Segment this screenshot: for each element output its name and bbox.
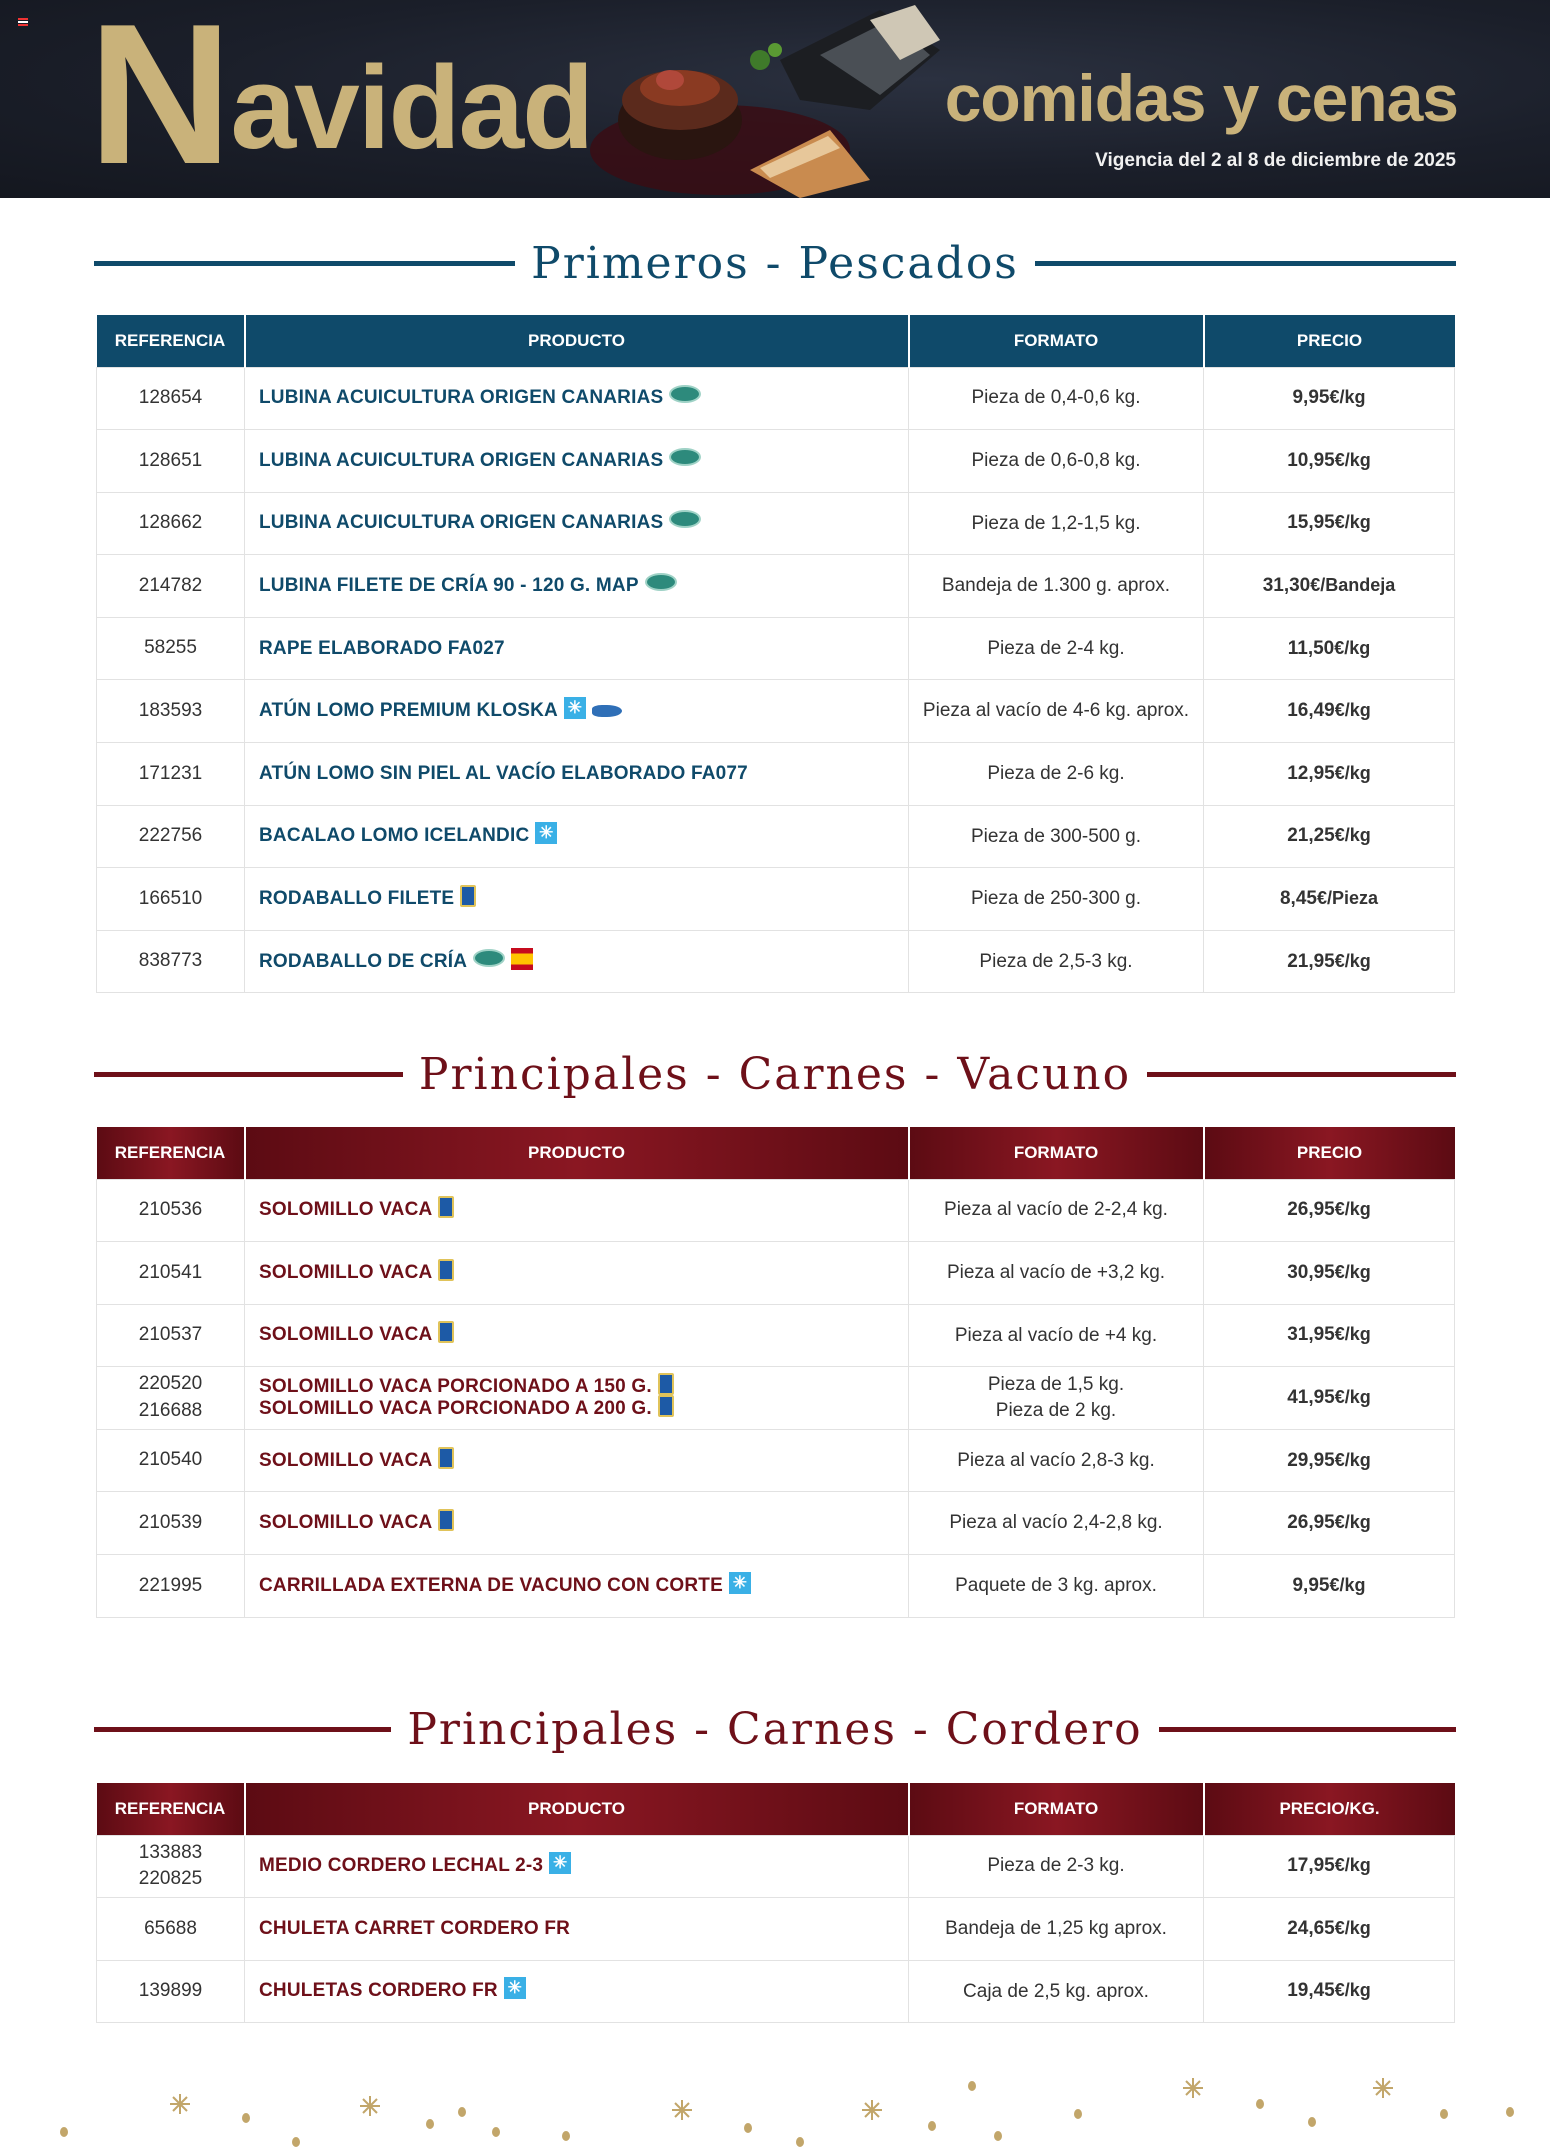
reference-cell (97, 1555, 245, 1618)
product-cell (245, 1304, 909, 1367)
reference-number: 65688 (144, 1917, 197, 1939)
reference-number: 128654 (138, 387, 203, 408)
format-cell (909, 1555, 1204, 1618)
table-row (97, 1429, 1455, 1492)
product-cell (245, 1429, 909, 1492)
format-text: Pieza de 250-300 g. (970, 888, 1142, 910)
price-unit: €/kg (1334, 1387, 1371, 1408)
product-cell (245, 1960, 909, 2023)
price-cell (1204, 1179, 1455, 1242)
format-cell (909, 1304, 1204, 1367)
product-cell (245, 930, 909, 993)
product-name: SOLOMILLO VACA (259, 1324, 433, 1346)
reference-number: 183593 (138, 699, 203, 721)
flag-icon (18, 18, 28, 26)
price-unit: €/kg (1334, 950, 1371, 971)
product-name: SOLOMILLO VACA PORCIONADO A 200 G. (259, 1398, 652, 1420)
table-row (97, 1898, 1455, 1961)
chef-icon (438, 1321, 454, 1343)
price-value: 19,45 (1287, 1980, 1335, 2002)
price-value: 21,95 (1287, 950, 1335, 972)
price-cell (1204, 430, 1455, 493)
format-cell (909, 930, 1204, 993)
format-cell (909, 868, 1204, 931)
reference-number: 210541 (138, 1261, 203, 1283)
format-cell (909, 492, 1204, 555)
product-name: SOLOMILLO VACA (259, 1449, 433, 1471)
price-unit: €/kg (1329, 1574, 1366, 1595)
format-cell (909, 1429, 1204, 1492)
product-name: MEDIO CORDERO LECHAL 2-3 (259, 1855, 544, 1877)
product-cell (245, 1242, 909, 1305)
product-name: CHULETA CARRET CORDERO FR (259, 1917, 571, 1939)
product-name: SOLOMILLO VACA (259, 1199, 433, 1221)
column-header-price: PRECIO (1204, 315, 1455, 367)
column-header-product: PRODUCTO (245, 1127, 909, 1179)
product-cell (245, 617, 909, 680)
reference-cell (97, 1179, 245, 1242)
reference-number: 58255 (144, 637, 197, 659)
product-name: SOLOMILLO VACA (259, 1512, 433, 1534)
format-cell (909, 1367, 1204, 1430)
product-cell (245, 868, 909, 931)
validity-text: Vigencia del 2 al 8 de diciembre de 2025 (1095, 150, 1456, 171)
reference-cell (97, 868, 245, 931)
chef-icon (658, 1373, 674, 1395)
price-value: 26,95 (1287, 1512, 1335, 1534)
column-header-product: PRODUCTO (245, 315, 909, 367)
reference-number: 221995 (138, 1574, 203, 1596)
fish-icon (592, 705, 622, 717)
divider (94, 1727, 391, 1732)
price-cell (1204, 555, 1455, 618)
reference-number: 222756 (138, 825, 203, 847)
divider (94, 1072, 403, 1077)
reference-cell (97, 1960, 245, 2023)
format-cell (909, 743, 1204, 806)
table-pescados (96, 315, 1455, 993)
price-cell (1204, 680, 1455, 743)
column-header-product: PRODUCTO (245, 1783, 909, 1835)
reference-cell (97, 1492, 245, 1555)
format-text: Caja de 2,5 kg. aprox. (963, 1980, 1149, 2002)
price-unit: €/kg (1334, 637, 1371, 658)
table-row (97, 1304, 1455, 1367)
price-value: 17,95 (1287, 1855, 1335, 1877)
price-unit: €/kg (1334, 1917, 1371, 1938)
chef-icon (438, 1259, 454, 1281)
table-cordero (96, 1783, 1455, 2023)
column-header-ref: REFERENCIA (97, 315, 245, 367)
price-value: 21,25 (1287, 825, 1335, 847)
format-text: Pieza al vacío de +4 kg. (954, 1324, 1158, 1346)
price-cell (1204, 367, 1455, 430)
format-cell (909, 1179, 1204, 1242)
format-text: Pieza al vacío 2,8-3 kg. (957, 1449, 1155, 1471)
reference-cell (97, 1429, 245, 1492)
price-cell (1204, 868, 1455, 931)
price-unit: €/kg (1334, 700, 1371, 721)
section-title: Primeros - Pescados (531, 237, 1019, 289)
banner-title (88, 0, 593, 198)
product-cell (245, 1492, 909, 1555)
product-name: CARRILLADA EXTERNA DE VACUNO CON CORTE (259, 1574, 723, 1596)
chef-icon (658, 1395, 674, 1417)
price-value: 24,65 (1287, 1917, 1335, 1939)
reference-number: 210539 (138, 1511, 203, 1533)
table-row (97, 1179, 1455, 1242)
format-cell (909, 617, 1204, 680)
table-row (97, 1555, 1455, 1618)
chef-icon (438, 1196, 454, 1218)
chef-icon (460, 885, 476, 907)
reference-number: 216688 (138, 1400, 203, 1422)
frozen-icon: ✳ (549, 1852, 571, 1874)
canarias-icon (645, 573, 677, 591)
price-cell (1204, 1898, 1455, 1961)
price-cell (1204, 492, 1455, 555)
reference-number: 838773 (138, 950, 203, 972)
header-banner (0, 0, 1550, 198)
price-cell (1204, 805, 1455, 868)
product-name: RODABALLO DE CRÍA (259, 950, 468, 972)
section-heading-cordero (94, 1704, 1456, 1754)
reference-number: 128662 (138, 512, 203, 534)
table-row (97, 680, 1455, 743)
product-name: LUBINA ACUICULTURA ORIGEN CANARIAS (259, 512, 664, 534)
reference-cell (97, 680, 245, 743)
product-name: CHULETAS CORDERO FR (259, 1980, 498, 2002)
price-unit: €/kg (1334, 1324, 1371, 1345)
price-unit: €/kg (1334, 1512, 1371, 1533)
reference-cell (97, 1835, 245, 1898)
reference-number: 220825 (138, 1868, 203, 1890)
decorative-stars (0, 2070, 1550, 2151)
reference-cell (97, 492, 245, 555)
reference-number: 128651 (138, 449, 203, 471)
price-value: 31,95 (1287, 1324, 1335, 1346)
table-row (97, 555, 1455, 618)
price-cell (1204, 1492, 1455, 1555)
format-cell (909, 1835, 1204, 1898)
table-row (97, 743, 1455, 806)
product-name: ATÚN LOMO SIN PIEL AL VACÍO ELABORADO FA077 (259, 762, 748, 784)
table-row (97, 367, 1455, 430)
frozen-icon: ✳ (729, 1572, 751, 1594)
section-title: Principales - Carnes - Vacuno (418, 1048, 1132, 1100)
format-text: Pieza de 1,5 kg. (987, 1374, 1125, 1396)
price-value: 11,50 (1287, 637, 1335, 659)
product-cell (245, 367, 909, 430)
canarias-icon (669, 448, 701, 466)
product-name: BACALAO LOMO ICELANDIC (259, 825, 530, 847)
table-row (97, 1367, 1455, 1430)
reference-cell (97, 930, 245, 993)
format-text: Pieza al vacío de 4-6 kg. aprox. (922, 700, 1190, 722)
table-vacuno (96, 1127, 1455, 1618)
price-value: 10,95 (1287, 449, 1335, 471)
canarias-icon (669, 510, 701, 528)
price-value: 30,95 (1287, 1261, 1335, 1283)
price-unit: €/kg (1334, 1980, 1371, 2001)
price-value: 16,49 (1287, 700, 1335, 722)
product-name: ATÚN LOMO PREMIUM KLOSKA (259, 700, 558, 722)
table-row (97, 1492, 1455, 1555)
frozen-icon: ✳ (564, 697, 586, 719)
table-row (97, 930, 1455, 993)
product-cell (245, 492, 909, 555)
price-value: 12,95 (1287, 762, 1335, 784)
product-cell (245, 1367, 909, 1430)
section-heading-vacuno (94, 1049, 1456, 1099)
price-value: 41,95 (1287, 1387, 1335, 1409)
format-cell (909, 1960, 1204, 2023)
price-unit: €/kg (1334, 449, 1371, 470)
price-unit: €/kg (1329, 387, 1366, 408)
price-cell (1204, 1429, 1455, 1492)
product-cell (245, 1555, 909, 1618)
product-cell (245, 1898, 909, 1961)
format-text: Pieza de 2-6 kg. (987, 763, 1125, 785)
format-cell (909, 430, 1204, 493)
format-text: Pieza de 0,4-0,6 kg. (971, 387, 1141, 409)
price-value: 26,95 (1287, 1199, 1335, 1221)
price-value: 15,95 (1287, 512, 1335, 534)
frozen-icon: ✳ (535, 822, 557, 844)
banner-subtitle: comidas y cenas (944, 61, 1458, 135)
table-row (97, 430, 1455, 493)
section-heading-pescados (94, 238, 1456, 288)
table-row (97, 492, 1455, 555)
table-row (97, 805, 1455, 868)
price-value: 29,95 (1287, 1449, 1335, 1471)
price-unit: €/kg (1334, 1199, 1371, 1220)
divider (1159, 1727, 1456, 1732)
price-value: 9,95 (1292, 1574, 1330, 1596)
price-unit: €/kg (1334, 825, 1371, 846)
reference-cell (97, 555, 245, 618)
format-text: Pieza de 300-500 g. (970, 825, 1142, 847)
product-cell (245, 1835, 909, 1898)
price-value: 9,95 (1292, 387, 1330, 409)
divider (1035, 261, 1456, 266)
format-cell (909, 1492, 1204, 1555)
format-text: Pieza de 1,2-1,5 kg. (971, 512, 1141, 534)
table-row (97, 1960, 1455, 2023)
format-cell (909, 1242, 1204, 1305)
format-cell (909, 1898, 1204, 1961)
product-cell (245, 680, 909, 743)
table-row (97, 1835, 1455, 1898)
reference-number: 210536 (138, 1199, 203, 1220)
price-cell (1204, 1835, 1455, 1898)
product-cell (245, 805, 909, 868)
product-cell (245, 743, 909, 806)
column-header-price: PRECIO (1204, 1127, 1455, 1179)
table-row (97, 868, 1455, 931)
divider (1147, 1072, 1456, 1077)
table-row (97, 1242, 1455, 1305)
price-cell (1204, 1367, 1455, 1430)
format-text: Pieza al vacío 2,4-2,8 kg. (949, 1512, 1163, 1534)
reference-cell (97, 1242, 245, 1305)
format-text: Pieza de 0,6-0,8 kg. (971, 450, 1141, 472)
product-name: RAPE ELABORADO FA027 (259, 637, 505, 659)
price-value: 31,30 (1262, 575, 1311, 597)
section-title: Principales - Carnes - Cordero (407, 1703, 1143, 1755)
column-header-format: FORMATO (909, 1783, 1204, 1835)
price-cell (1204, 1242, 1455, 1305)
reference-cell (97, 805, 245, 868)
price-unit: €/kg (1334, 1261, 1371, 1282)
product-name: SOLOMILLO VACA PORCIONADO A 150 G. (259, 1376, 652, 1398)
reference-cell (97, 1898, 245, 1961)
product-name: LUBINA ACUICULTURA ORIGEN CANARIAS (259, 449, 664, 471)
reference-number: 171231 (138, 762, 203, 784)
banner-title-initial: N (88, 0, 231, 198)
format-text: Pieza de 2-4 kg. (987, 637, 1125, 659)
product-cell (245, 430, 909, 493)
column-header-format: FORMATO (909, 1127, 1204, 1179)
price-unit: €/kg (1334, 1855, 1371, 1876)
product-name: LUBINA FILETE DE CRÍA 90 - 120 G. MAP (259, 575, 639, 597)
reference-cell (97, 1304, 245, 1367)
reference-number: 166510 (138, 887, 203, 909)
format-cell (909, 367, 1204, 430)
reference-cell (97, 1367, 245, 1430)
price-cell (1204, 1960, 1455, 2023)
price-cell (1204, 1555, 1455, 1618)
format-text: Pieza de 2 kg. (995, 1400, 1117, 1422)
canarias-icon (669, 385, 701, 403)
column-header-ref: REFERENCIA (97, 1783, 245, 1835)
price-value: 8,45 (1279, 888, 1317, 910)
price-unit: €/kg (1334, 762, 1371, 783)
food-photo (570, 0, 950, 198)
chef-icon (438, 1447, 454, 1469)
reference-number: 210540 (138, 1449, 203, 1471)
reference-cell (97, 367, 245, 430)
reference-number: 210537 (138, 1324, 203, 1346)
frozen-icon: ✳ (504, 1977, 526, 1999)
format-text: Pieza al vacío de +3,2 kg. (946, 1262, 1166, 1284)
price-unit: €/Bandeja (1310, 575, 1396, 596)
reference-cell (97, 617, 245, 680)
price-unit: €/Pieza (1316, 888, 1379, 909)
price-cell (1204, 743, 1455, 806)
table-row (97, 617, 1455, 680)
product-cell (245, 555, 909, 618)
reference-number: 133883 (138, 1841, 203, 1863)
format-text: Bandeja de 1,25 kg aprox. (945, 1918, 1167, 1940)
format-cell (909, 805, 1204, 868)
reference-number: 220520 (138, 1373, 203, 1395)
column-header-price: PRECIO/KG. (1204, 1783, 1455, 1835)
format-text: Pieza de 2-3 kg. (987, 1855, 1125, 1877)
format-text: Paquete de 3 kg. aprox. (955, 1575, 1157, 1597)
price-unit: €/kg (1334, 512, 1371, 533)
price-cell (1204, 930, 1455, 993)
divider (94, 261, 515, 266)
product-cell (245, 1179, 909, 1242)
reference-cell (97, 743, 245, 806)
column-header-format: FORMATO (909, 315, 1204, 367)
format-cell (909, 555, 1204, 618)
format-cell (909, 680, 1204, 743)
canarias-icon (473, 949, 505, 967)
format-text: Pieza de 2,5-3 kg. (979, 950, 1133, 972)
product-name: LUBINA ACUICULTURA ORIGEN CANARIAS (259, 387, 664, 409)
product-name: RODABALLO FILETE (259, 888, 455, 910)
spain-flag-icon (511, 948, 533, 970)
product-name: SOLOMILLO VACA (259, 1261, 433, 1283)
banner-title-rest: avidad (230, 42, 593, 174)
price-cell (1204, 617, 1455, 680)
reference-cell (97, 430, 245, 493)
format-text: Bandeja de 1.300 g. aprox. (941, 575, 1171, 597)
price-cell (1204, 1304, 1455, 1367)
format-text: Pieza al vacío de 2-2,4 kg. (944, 1199, 1168, 1221)
price-unit: €/kg (1334, 1449, 1371, 1470)
chef-icon (438, 1509, 454, 1531)
reference-number: 139899 (138, 1980, 203, 2002)
column-header-ref: REFERENCIA (97, 1127, 245, 1179)
reference-number: 214782 (138, 574, 203, 596)
